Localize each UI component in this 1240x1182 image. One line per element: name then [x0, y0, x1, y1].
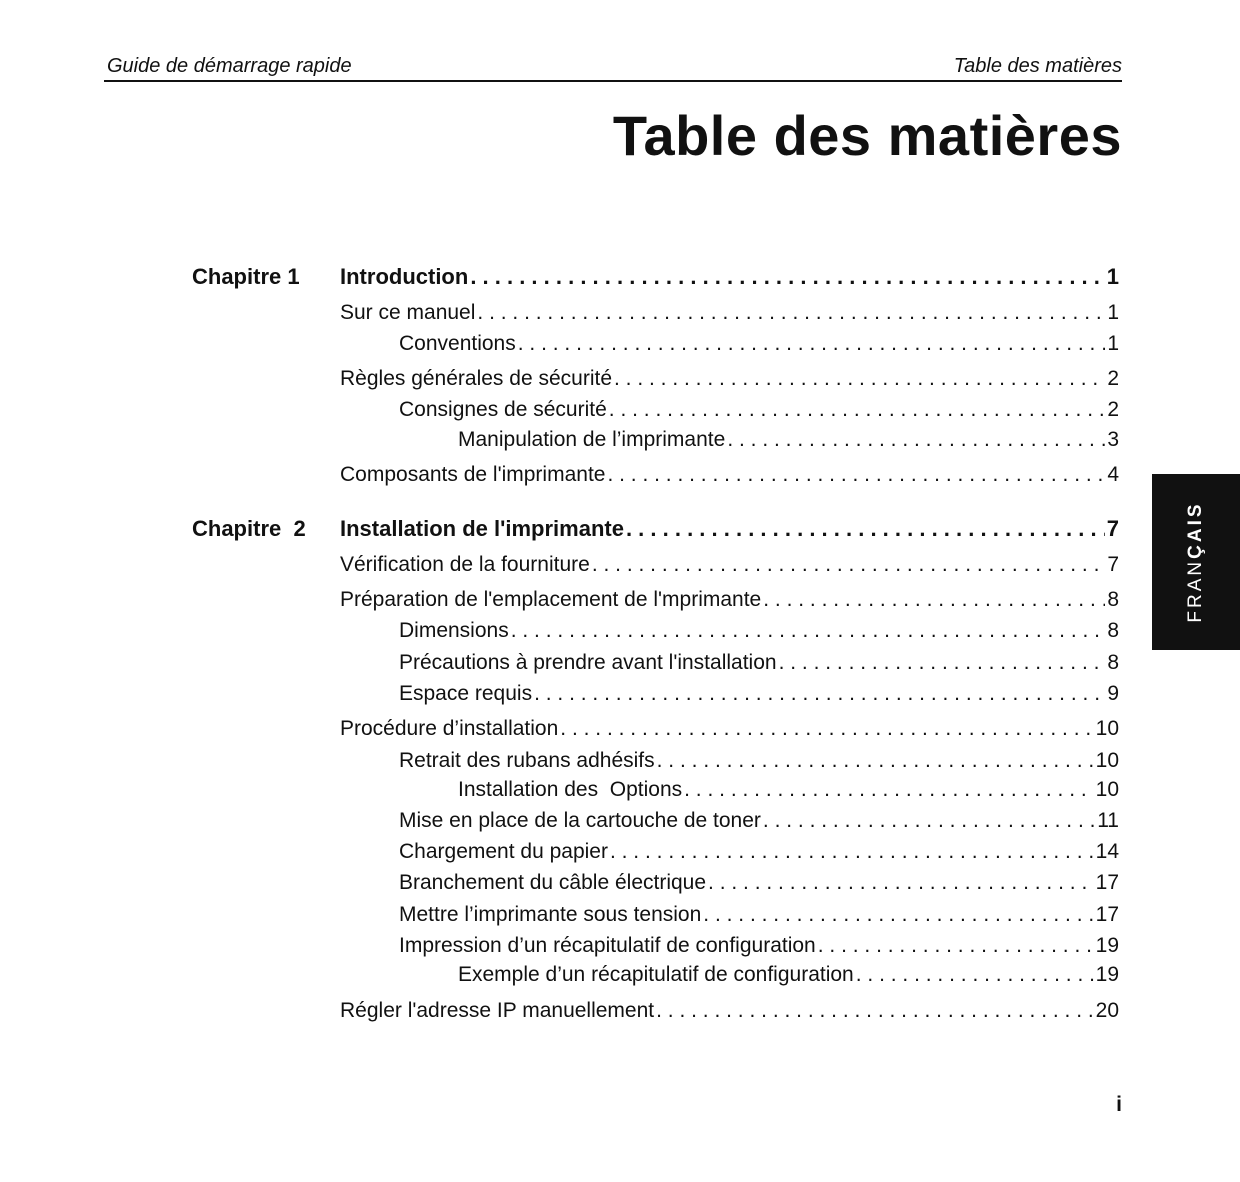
leader-dots [590, 550, 1106, 580]
toc-page-number: 8 [1107, 619, 1119, 642]
toc-entry[interactable] [399, 679, 1119, 709]
toc-page-number: 2 [1107, 398, 1119, 421]
toc-page-number: 11 [1097, 809, 1119, 832]
toc-page-number: 2 [1107, 367, 1119, 390]
leader-dots [761, 806, 1095, 836]
toc-page-number: 1 [1107, 301, 1119, 324]
leader-dots [761, 585, 1105, 615]
toc-page-number: 9 [1107, 682, 1119, 705]
page-number: i [1116, 1093, 1122, 1116]
toc-entry-title: Préparation de l'emplacement de l'mprimante [340, 588, 762, 611]
header-section-title: Table des matières [953, 55, 1122, 77]
leader-dots [725, 425, 1105, 455]
toc-entry[interactable] [458, 425, 1119, 455]
toc-entry-title: Mettre l’imprimante sous tension [399, 903, 702, 926]
chapter-label-1: Chapitre 1 [192, 264, 300, 289]
toc-page-number: 3 [1107, 428, 1119, 451]
toc-entry[interactable] [340, 550, 1119, 580]
toc-entry-title: Vérification de la fourniture [340, 553, 590, 576]
leader-dots [612, 364, 1105, 394]
leader-dots [854, 960, 1094, 990]
toc-entry[interactable] [399, 837, 1119, 867]
toc-entry[interactable] [340, 585, 1119, 615]
toc-page-number: 19 [1095, 934, 1119, 957]
header-guide-title: Guide de démarrage rapide [107, 55, 352, 77]
toc-entry-title: Installation des Options [458, 778, 683, 801]
leader-dots [516, 329, 1106, 359]
toc-entry[interactable] [399, 931, 1119, 961]
toc-entry-title: Impression d’un récapitulatif de configuration [399, 934, 816, 957]
toc-page-number: 4 [1107, 463, 1119, 486]
toc-entry[interactable] [458, 775, 1119, 805]
toc-entry-title: Introduction [340, 264, 469, 289]
toc-page-number: 1 [1106, 264, 1119, 289]
toc-page-number: 17 [1095, 903, 1119, 926]
toc-page-number: 10 [1095, 749, 1119, 772]
toc-entry-title: Consignes de sécurité [399, 398, 607, 421]
toc-entry[interactable] [340, 298, 1119, 328]
toc-page-number: 8 [1107, 651, 1119, 674]
toc-entry[interactable] [399, 746, 1119, 776]
toc-entry-title: Mise en place de la cartouche de toner [399, 809, 761, 832]
toc-page-number: 10 [1095, 717, 1119, 740]
leader-dots [608, 837, 1094, 867]
toc-entry[interactable] [399, 648, 1119, 678]
chapter-label-2: Chapitre 2 [192, 516, 306, 541]
toc-entry[interactable] [458, 960, 1119, 990]
toc-entry-title: Dimensions [399, 619, 509, 642]
toc-entry-title: Sur ce manuel [340, 301, 476, 324]
toc-entry-title: Exemple d’un récapitulatif de configuration [458, 963, 854, 986]
toc-page-number: 17 [1095, 871, 1119, 894]
toc-entry-title: Composants de l'imprimante [340, 463, 606, 486]
leader-dots [701, 900, 1093, 930]
toc-page-number: 10 [1095, 778, 1119, 801]
leader-dots [605, 460, 1105, 490]
toc-chapter-2[interactable] [340, 514, 1119, 544]
language-tab-label [1185, 501, 1207, 622]
leader-dots [706, 868, 1094, 898]
toc-entry-title: Retrait des rubans adhésifs [399, 749, 655, 772]
toc-entry[interactable] [340, 460, 1119, 490]
leader-dots [816, 931, 1094, 961]
leader-dots [777, 648, 1106, 678]
language-tab [1152, 474, 1240, 650]
leader-dots [532, 679, 1105, 709]
toc-entry[interactable] [340, 996, 1119, 1026]
toc-page-number: 1 [1107, 332, 1119, 355]
toc-entry[interactable] [399, 900, 1119, 930]
toc-page-number: 14 [1095, 840, 1119, 863]
leader-dots [475, 298, 1105, 328]
toc-entry-title: Conventions [399, 332, 516, 355]
page-title: Table des matières [612, 104, 1122, 167]
toc-entry-title: Procédure d’installation [340, 717, 559, 740]
leader-dots [607, 395, 1106, 425]
toc-entry-title: Manipulation de l’imprimante [458, 428, 726, 451]
toc-entry[interactable] [340, 714, 1119, 744]
toc-entry-title: Installation de l'imprimante [340, 516, 624, 541]
toc-entry[interactable] [340, 364, 1119, 394]
toc-entry[interactable] [399, 616, 1119, 646]
toc-entry[interactable] [399, 868, 1119, 898]
toc-page-number: 19 [1095, 963, 1119, 986]
leader-dots [682, 775, 1094, 805]
toc-entry-title: Précautions à prendre avant l'installation [399, 651, 777, 674]
leader-dots [655, 746, 1094, 776]
toc-chapter-1[interactable] [340, 262, 1119, 292]
leader-dots [509, 616, 1106, 646]
toc-entry[interactable] [399, 806, 1119, 836]
language-tab-prefix: FRAN [1185, 558, 1206, 623]
toc-page-number: 7 [1107, 553, 1119, 576]
toc-page-number: 7 [1106, 516, 1119, 541]
toc-entry-title: Régler l'adresse IP manuellement [340, 999, 655, 1022]
toc-page-number: 20 [1095, 999, 1119, 1022]
language-tab-bold: ÇAIS [1185, 501, 1206, 559]
leader-dots [558, 714, 1093, 744]
toc-entry-title: Chargement du papier [399, 840, 608, 863]
toc-entry[interactable] [399, 329, 1119, 359]
toc-page-number: 8 [1107, 588, 1119, 611]
leader-dots [654, 996, 1094, 1026]
toc-entry[interactable] [399, 395, 1119, 425]
leader-dots [468, 262, 1104, 292]
toc-entry-title: Branchement du câble électrique [399, 871, 707, 894]
running-header [104, 52, 1122, 82]
leader-dots [624, 514, 1105, 544]
toc-entry-title: Espace requis [399, 682, 533, 705]
toc-entry-title: Règles générales de sécurité [340, 367, 612, 390]
